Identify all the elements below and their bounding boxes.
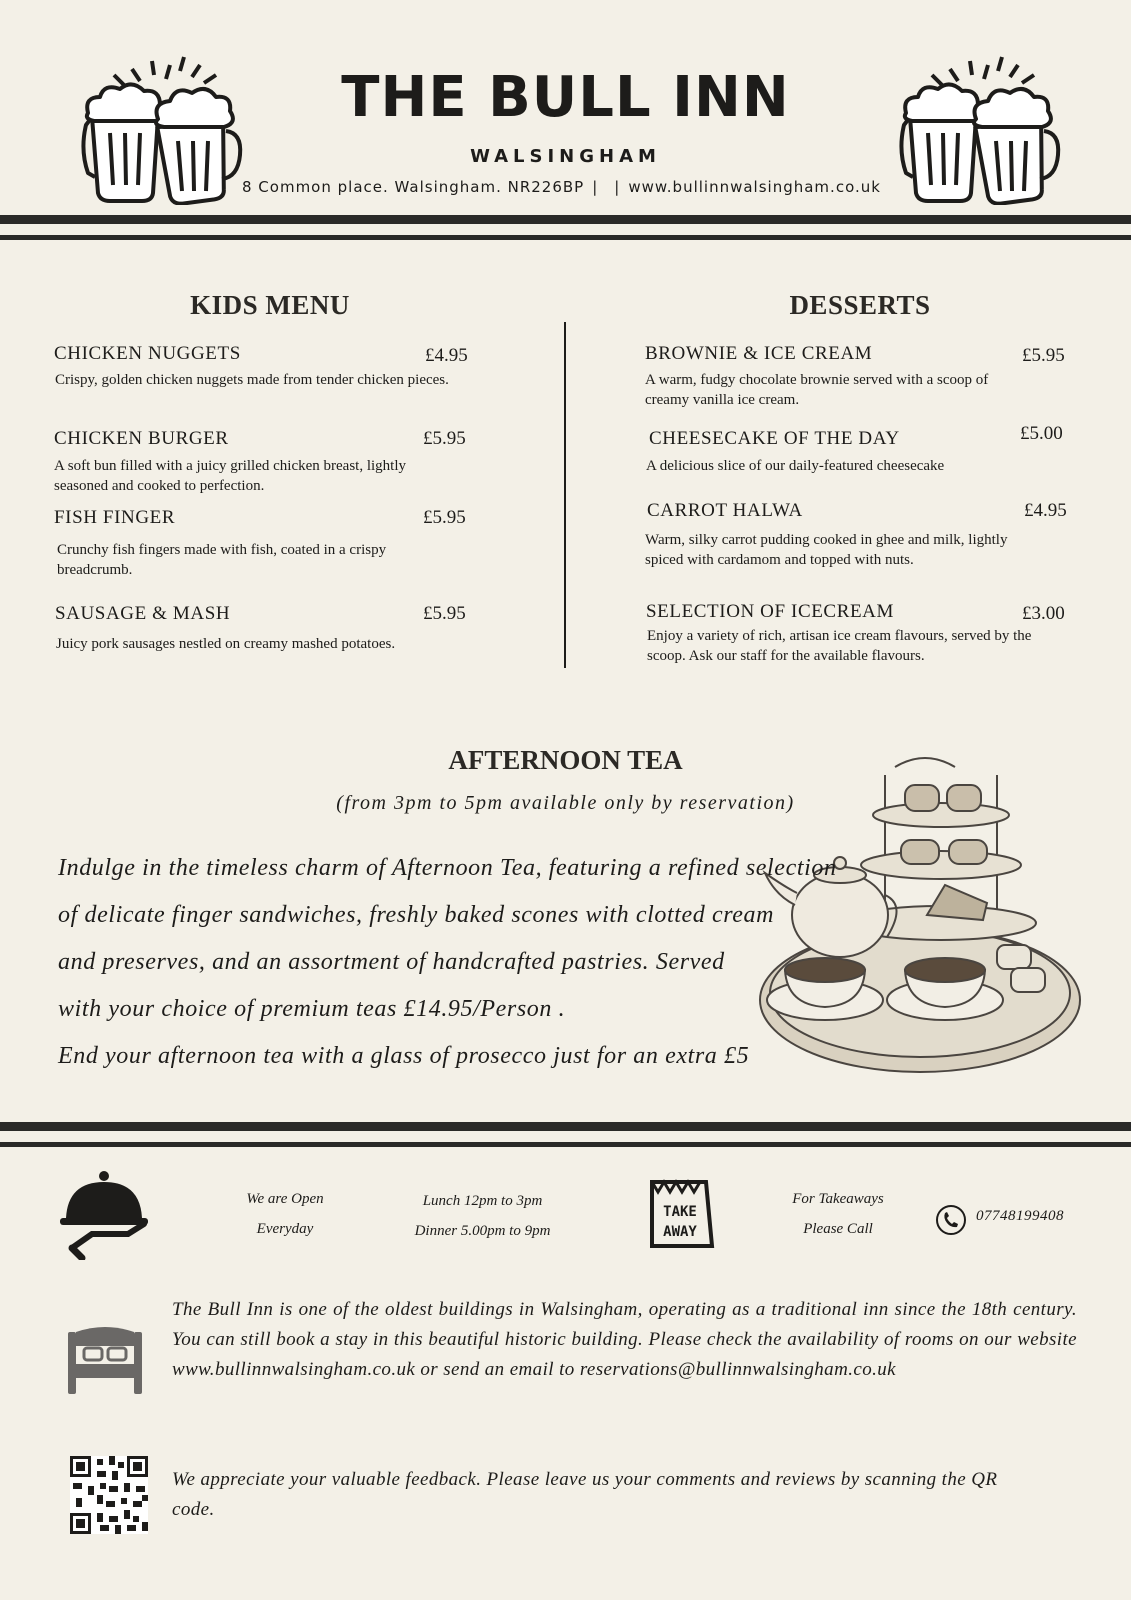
afternoon-tea-text: with your choice of premium teas £14.95/Person . bbox=[58, 996, 566, 1022]
page-subtitle: WALSINGHAM bbox=[470, 146, 661, 167]
afternoon-tea-text: and preserves, and an assortment of handcrafted pastries. Served bbox=[58, 949, 725, 975]
bed-icon bbox=[66, 1326, 144, 1394]
menu-item-desc: A delicious slice of our daily-featured cheesecake bbox=[646, 458, 945, 474]
lunch-hours: Lunch 12pm to 3pm bbox=[422, 1193, 543, 1209]
open-line: We are Open bbox=[246, 1191, 324, 1207]
menu-item-name: BROWNIE & ICE CREAM bbox=[645, 343, 873, 364]
menu-item-desc: Crunchy fish fingers made with fish, coated in a crispy breadcrumb. bbox=[57, 542, 387, 578]
menu-item-price: £4.95 bbox=[1024, 500, 1067, 521]
takeaway-line: Please Call bbox=[803, 1221, 873, 1237]
afternoon-tea-title: AFTERNOON TEA bbox=[448, 745, 683, 775]
menu-item-name: CHICKEN BURGER bbox=[54, 428, 229, 449]
menu-item-desc: Crispy, golden chicken nuggets made from tender chicken pieces. bbox=[55, 372, 449, 388]
takeaway-label: TAKE bbox=[663, 1204, 697, 1220]
opening-hours bbox=[395, 1186, 570, 1246]
menu-item-name: FISH FINGER bbox=[54, 507, 176, 528]
dinner-hours: Dinner 5.00pm to 9pm bbox=[414, 1223, 551, 1239]
menu-item-name: SELECTION OF ICECREAM bbox=[646, 601, 894, 622]
menu-item-price: £5.95 bbox=[423, 507, 466, 528]
afternoon-tea-text: Indulge in the timeless charm of Afternoon Tea, featuring a refined selection bbox=[58, 855, 837, 881]
menu-item-price: £5.00 bbox=[1020, 423, 1063, 444]
kids-menu-title: KIDS MENU bbox=[190, 290, 350, 320]
menu-item-desc: A soft bun filled with a juicy grilled chicken breast, lightly seasoned and cooked to perfection. bbox=[54, 458, 407, 494]
phone-number[interactable]: 07748199408 bbox=[976, 1208, 1064, 1224]
menu-item-price: £4.95 bbox=[425, 345, 468, 366]
cloche-icon bbox=[58, 1168, 150, 1260]
address: 8 Common place. Walsingham. NR226BP bbox=[242, 178, 585, 196]
menu-item-price: £5.95 bbox=[1022, 345, 1065, 366]
open-line: Everyday bbox=[256, 1221, 314, 1237]
open-info bbox=[225, 1184, 345, 1244]
afternoon-tea-text: of delicate finger sandwiches, freshly baked scones with clotted cream bbox=[58, 902, 775, 928]
footer-divider bbox=[0, 1122, 1131, 1131]
page-title: THE BULL INN bbox=[341, 65, 790, 130]
menu-item-name: SAUSAGE & MASH bbox=[55, 603, 231, 624]
footer-divider bbox=[0, 1142, 1131, 1147]
afternoon-tea-text: End your afternoon tea with a glass of prosecco just for an extra £5 bbox=[58, 1043, 750, 1069]
menu-item-price: £3.00 bbox=[1022, 603, 1065, 624]
menu-item-price: £5.95 bbox=[423, 428, 466, 449]
takeaway-bag-icon bbox=[648, 1178, 716, 1250]
header-divider bbox=[0, 215, 1131, 224]
afternoon-tea-illustration bbox=[755, 755, 1085, 1085]
separator: | bbox=[592, 178, 599, 196]
header-divider bbox=[0, 235, 1131, 240]
afternoon-tea-subtitle: (from 3pm to 5pm available only by reservation) bbox=[336, 792, 795, 814]
menu-item-name: CARROT HALWA bbox=[647, 500, 803, 521]
menu-item-desc: Enjoy a variety of rich, artisan ice cream flavours, served by the scoop. Ask our staff for the available flavours. bbox=[647, 628, 1032, 664]
qr-code-icon[interactable] bbox=[70, 1456, 148, 1534]
menu-item-desc: A warm, fudgy chocolate brownie served with a scoop of creamy vanilla ice cream. bbox=[645, 372, 989, 408]
takeaway-info bbox=[768, 1184, 908, 1244]
feedback-text: We appreciate your valuable feedback. Please leave us your comments and reviews by scanning the QR code. bbox=[172, 1469, 998, 1520]
website-link[interactable]: www.bullinnwalsingham.co.uk bbox=[628, 178, 881, 196]
column-divider bbox=[564, 322, 566, 668]
desserts-title: DESSERTS bbox=[789, 290, 931, 320]
takeaway-label: AWAY bbox=[663, 1224, 697, 1240]
takeaway-line: For Takeaways bbox=[792, 1191, 884, 1207]
menu-item-price: £5.95 bbox=[423, 603, 466, 624]
menu-item-name: CHEESECAKE OF THE DAY bbox=[649, 428, 900, 449]
menu-item-desc: Warm, silky carrot pudding cooked in ghee and milk, lightly spiced with cardamom and topped with nuts. bbox=[645, 532, 1008, 568]
separator: | bbox=[614, 178, 621, 196]
history-paragraph: The Bull Inn is one of the oldest buildings in Walsingham, operating as a traditional inn since the 18th century. You can still book a stay in this beautiful historic building. Please check the availability of rooms on our website www.bullinnwalsingham.co.uk or send an email to reservations@bullinnwalsingham.co.uk bbox=[172, 1299, 1077, 1380]
menu-item-desc: Juicy pork sausages nestled on creamy mashed potatoes. bbox=[56, 636, 396, 652]
phone-icon[interactable] bbox=[935, 1204, 967, 1236]
menu-item-name: CHICKEN NUGGETS bbox=[54, 343, 241, 364]
contact-line bbox=[242, 178, 881, 196]
